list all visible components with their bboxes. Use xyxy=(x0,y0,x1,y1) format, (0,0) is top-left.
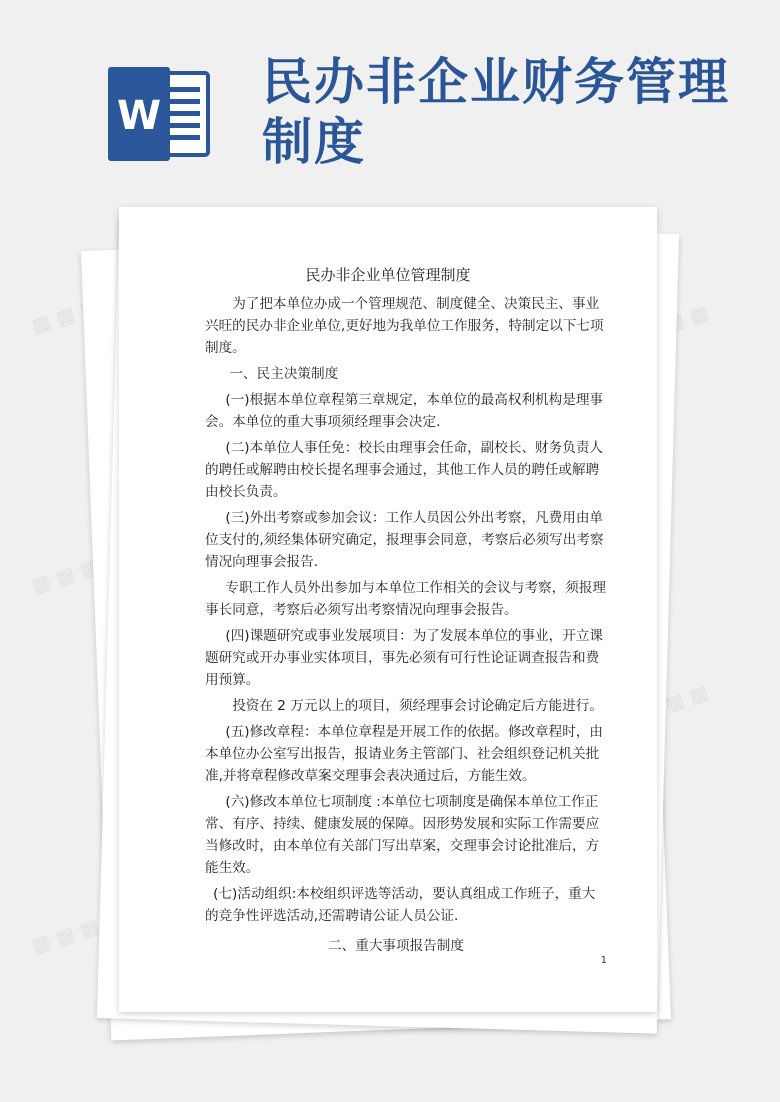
paragraph: 为了把本单位办成一个管理规范、制度健全、决策民主、事业兴旺的民办非企业单位,更好地为我单位工作服务，特制定以下七项制度。 xyxy=(205,296,604,356)
document-page xyxy=(119,207,657,1012)
document-title: 民办非企业单位管理制度 xyxy=(305,266,471,284)
watermark: ▦ ▦ ▦ ▦ xyxy=(28,285,127,339)
word-document-icon xyxy=(108,67,212,161)
page-number: 1 xyxy=(600,955,607,966)
watermark: ▦ xyxy=(686,299,712,329)
paragraph: 投资在 2 万元以上的项目，须经理事会讨论确定后方能进行。 xyxy=(232,698,603,714)
section-heading: 一、民主决策制度 xyxy=(229,366,339,382)
document-body xyxy=(205,293,607,957)
paragraph: (一)根据本单位章程第三章规定，本单位的最高权利机构是理事会。本单位的重大事项须经理事会决定. xyxy=(205,392,604,430)
watermark: ▦ ▦ ▦ ▦ xyxy=(28,545,127,599)
logo-letter: W xyxy=(116,93,162,139)
section-heading: 二、重大事项报告制度 xyxy=(328,938,464,954)
watermark: ▦ ▦ ▦ xyxy=(637,679,712,725)
paragraph: (二)本单位人事任免：校长由理事会任命，副校长、财务负责人的聘任或解聘由校长提名理事会通过，其他工作人员的聘任或解聘由校长负责。 xyxy=(205,440,604,500)
paragraph: 专职工作人员外出参加与本单位工作相关的会议与考察，须报理事长同意，考察后必须写出考察情况向理事会报告。 xyxy=(205,580,607,618)
watermark: ▦ ▦ ▦ ▦ xyxy=(28,905,127,959)
page-title: 民办非企业财务管理制度 xyxy=(262,53,730,171)
paragraph: (三)外出考察或参加会议：工作人员因公外出考察，凡费用由单位支付的,须经集体研究确定，报理事会同意，考察后必须写出考察情况向理事会报告. xyxy=(205,510,604,570)
paragraph: (七)活动组织:本校组织评选等活动，要认真组成工作班子，重大的竞争性评选活动,还需聘请公证人员公证. xyxy=(205,886,596,924)
paragraph: (六)修改本单位七项制度 :本单位七项制度是确保本单位工作正常、有序、持续、健康发展的保障。因形势发展和实际工作需要应当修改时，由本单位有关部门写出草案，交理事会讨论批准后，方能生效。 xyxy=(205,794,600,876)
paragraph: (五)修改章程：本单位章程是开展工作的依据。修改章程时，由本单位办公室写出报告，报请业务主管部门、社会组织登记机关批准,并将章程修改草案交理事会表决通过后，方能生效。 xyxy=(205,724,604,784)
paragraph: (四)课题研究或事业发展项目：为了发展本单位的事业，开立课题研究或开办事业实体项目，事先必须有可行性论证调查报告和费用预算。 xyxy=(205,628,604,688)
